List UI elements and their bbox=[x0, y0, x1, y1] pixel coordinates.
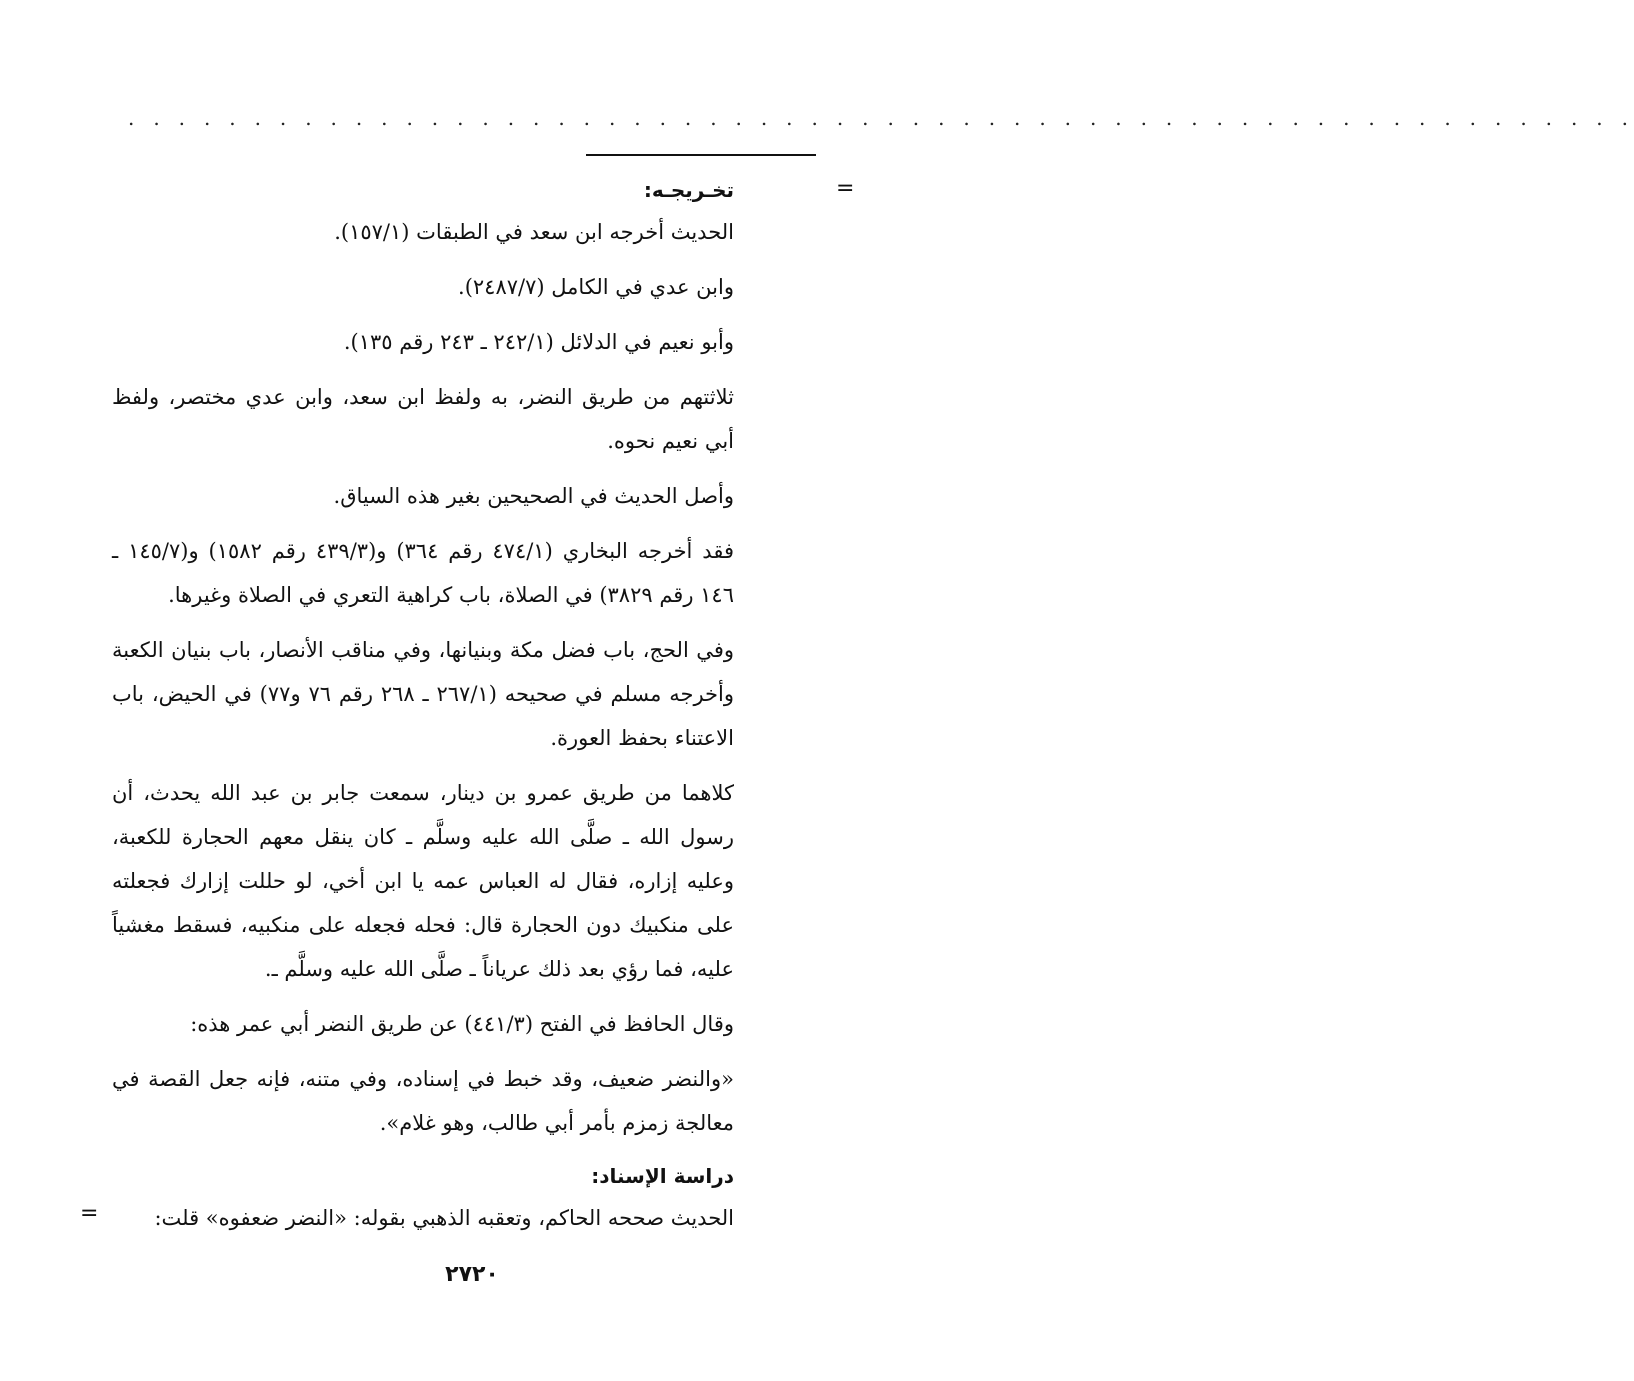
dirasa-heading: دراسة الإسناد: bbox=[591, 1164, 734, 1188]
takhrij-paragraph: الحديث أخرجه ابن سعد في الطبقات (١٥٧/١). bbox=[334, 220, 734, 244]
header-dotted-line: . . . . . . . . . . . . . . . . . . . . . . . . . . . . . . . . . . . . . . . . . . . . . . . . . . . . . . . . . . . . bbox=[128, 106, 1634, 130]
takhrij-paragraph: وفي الحج، باب فضل مكة وبنيانها، وفي مناقب الأنصار، باب بنيان الكعبة وأخرجه مسلم في صحيحه (٢٦٧/١ ـ ٢٦٨ رقم ٧٦ و٧٧) في الحيض، باب الاعتناء بحفظ العورة. bbox=[112, 638, 735, 750]
continuation-mark-bottom: = bbox=[80, 1201, 99, 1226]
continuation-mark-top: = bbox=[836, 176, 855, 201]
takhrij-paragraph: وابن عدي في الكامل (٢٤٨٧/٧). bbox=[458, 275, 734, 299]
takhrij-paragraph: فقد أخرجه البخاري (٤٧٤/١ رقم ٣٦٤) و(٤٣٩/٣ رقم ١٥٨٢) و(١٤٥/٧ ـ ١٤٦ رقم ٣٨٢٩) في الصلاة، باب كراهية التعري في الصلاة وغيرها. bbox=[112, 539, 734, 607]
page-number: ٢٧٢٠ bbox=[445, 1262, 499, 1287]
takhrij-paragraph: وأصل الحديث في الصحيحين بغير هذه السياق. bbox=[333, 484, 734, 508]
takhrij-paragraph: وقال الحافظ في الفتح (٤٤١/٣) عن طريق النضر أبي عمر هذه: bbox=[190, 1012, 734, 1036]
takhrij-paragraph: ثلاثتهم من طريق النضر، به ولفظ ابن سعد، وابن عدي مختصر، ولفظ أبي نعيم نحوه. bbox=[112, 385, 734, 453]
takhrij-heading: تخـريجـه: bbox=[643, 178, 734, 202]
takhrij-paragraph: «والنضر ضعيف، وقد خبط في إسناده، وفي متنه، فإنه جعل القصة في معالجة زمزم بأمر أبي طالب، وهو غلام». bbox=[112, 1067, 734, 1135]
takhrij-paragraph: كلاهما من طريق عمرو بن دينار، سمعت جابر بن عبد الله يحدث، أن رسول الله ـ صلَّى الله عليه وسلَّم ـ كان ينقل معهم الحجارة للكعبة، وعليه إزاره، فقال له العباس عمه يا ابن أخي، لو حللت إزارك فجعلته على منكبيك دون الحجارة قال: فحله فجعله على منكبيه، فسقط مغشياً عليه، فما رؤي بعد ذلك عرياناً ـ صلَّى الله عليه وسلَّم ـ. bbox=[112, 781, 734, 981]
takhrij-paragraph: وأبو نعيم في الدلائل (٢٤٢/١ ـ ٢٤٣ رقم ١٣٥). bbox=[343, 330, 734, 354]
dirasa-line: الحديث صححه الحاكم، وتعقبه الذهبي بقوله: «النضر ضعفوه» قلت: bbox=[154, 1206, 734, 1230]
footnote-separator-rule bbox=[586, 154, 816, 156]
page-body bbox=[112, 170, 734, 1251]
